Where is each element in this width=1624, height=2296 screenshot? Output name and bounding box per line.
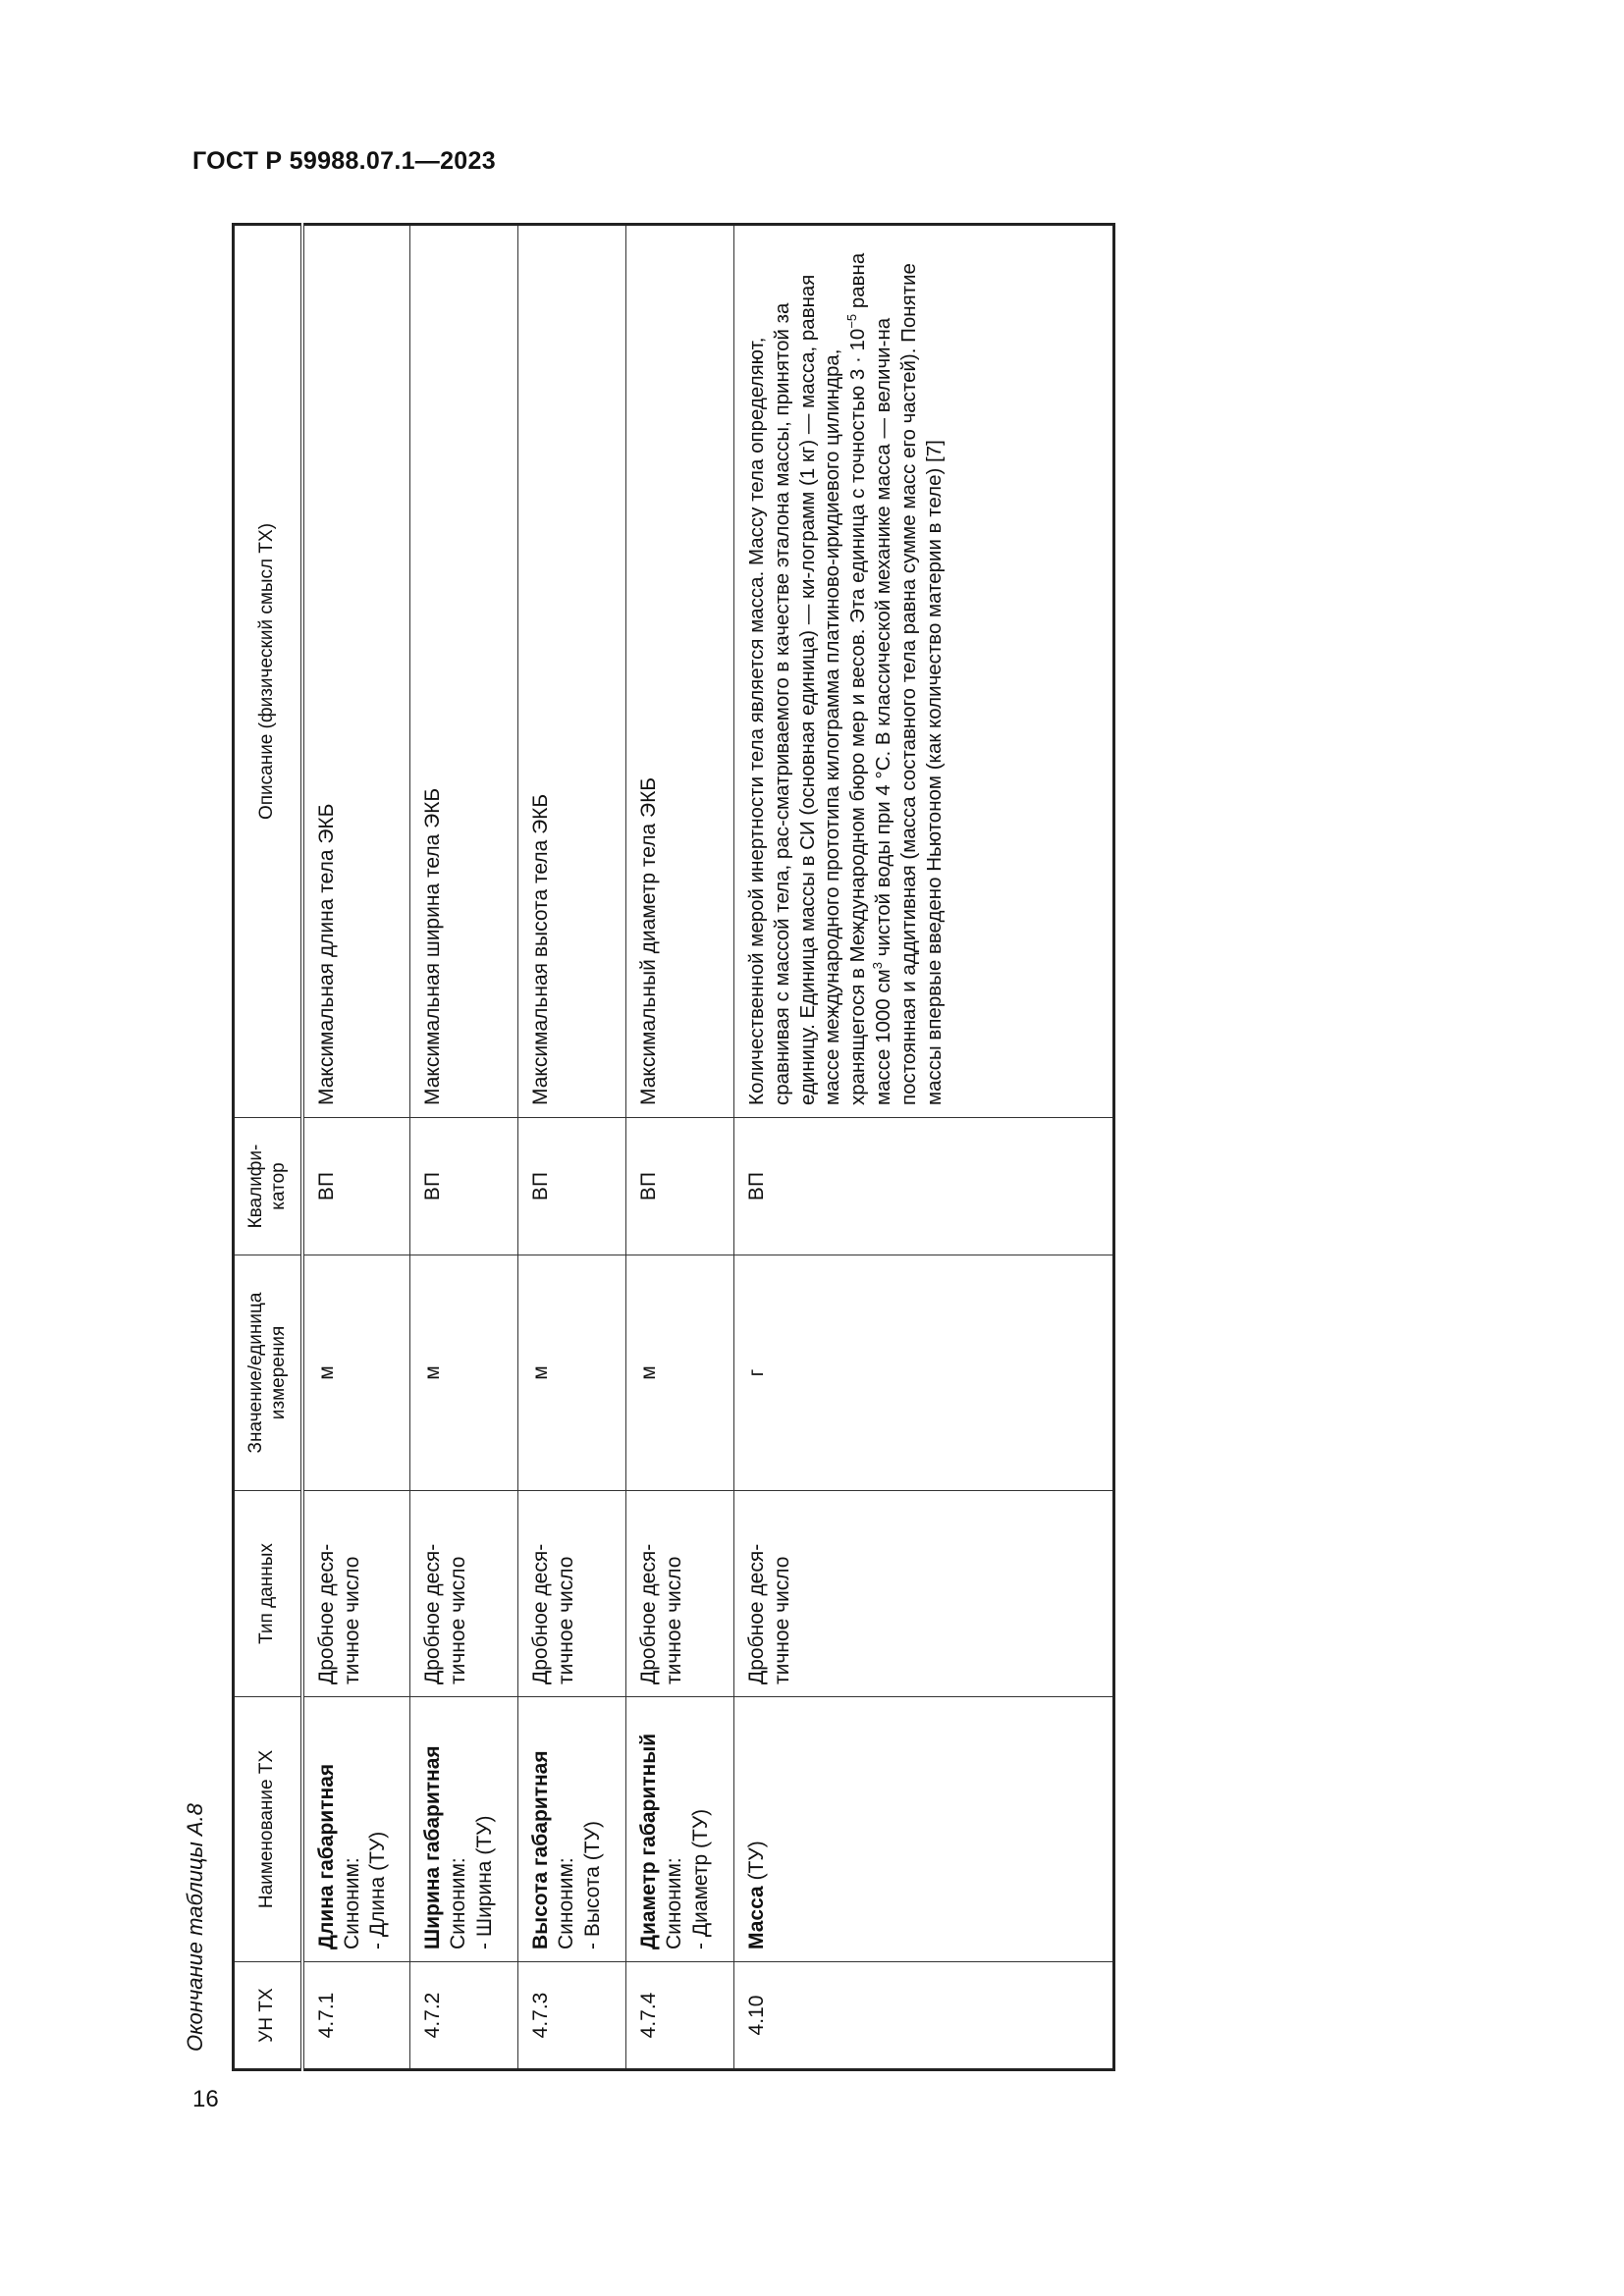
description-part-1: Количественной мерой инертности тела является масса. Массу тела определяют, сравнивая с массой тела, рас-сматриваемого в качестве эталона массы, принятой за единицу. Единица массы в СИ (основная единица) — ки-лограмм (1 кг) — масса, равная массе международного прототипа килограмма платиново-иридиевого цилиндра, хранящегося в Международном бюро мер и весов. Эта единица с точностью 3 · 10 — [745, 274, 870, 1105]
cell-un: 4.7.3 — [518, 1962, 626, 2070]
cell-description: Максимальная длина тела ЭКБ — [302, 225, 410, 1118]
table-row — [734, 225, 1114, 2070]
table-header-row — [234, 225, 302, 2070]
cell-qualifier: ВП — [518, 1118, 626, 1255]
description-part-2: равна массе 1000 см — [846, 252, 895, 1105]
col-header-description: Описание (физический смысл ТХ) — [234, 225, 302, 1118]
cell-description — [734, 225, 1114, 1118]
cell-description: Максимальная ширина тела ЭКБ — [410, 225, 518, 1118]
name-synonym-value: - Ширина (ТУ) — [472, 1815, 496, 1949]
table-row — [302, 225, 410, 2070]
cell-un: 4.7.2 — [410, 1962, 518, 2070]
document-header: ГОСТ Р 59988.07.1—2023 — [192, 147, 496, 175]
col-header-un: УН ТХ — [234, 1962, 302, 2070]
name-synonym-label: Синоним: — [663, 1857, 686, 1949]
cell-qualifier: ВП — [302, 1118, 410, 1255]
name-synonym-label: Синоним: — [555, 1857, 578, 1949]
cell-qualifier: ВП — [734, 1118, 1114, 1255]
cell-un: 4.7.4 — [626, 1962, 734, 2070]
cell-type: Дробное деся-тичное число — [302, 1491, 410, 1697]
cell-unit: м — [518, 1255, 626, 1491]
cell-type: Дробное деся-тичное число — [518, 1491, 626, 1697]
name-synonym-value: - Высота (ТУ) — [580, 1821, 604, 1949]
cell-qualifier: ВП — [626, 1118, 734, 1255]
col-header-name: Наименование ТХ — [234, 1697, 302, 1962]
description-part-3: чистой воды при 4 °С. В классической механике масса — величи-на постоянная и аддитивная (масса составного тела равна сумме масс его частей). Понятие массы впервые введено Ньютоном (как количество материи в теле) [7] — [872, 263, 946, 1105]
cell-type: Дробное деся-тичное число — [626, 1491, 734, 1697]
name-main: Длина габаритная — [314, 1763, 338, 1949]
cell-un: 4.10 — [734, 1962, 1114, 2070]
cell-name — [626, 1697, 734, 1962]
name-main: Ширина габаритная — [421, 1745, 444, 1949]
table-caption: Окончание таблицы А.8 — [183, 1803, 207, 2052]
cell-qualifier: ВП — [410, 1118, 518, 1255]
table-row — [626, 225, 734, 2070]
cell-type: Дробное деся-тичное число — [734, 1491, 1114, 1697]
cell-name — [518, 1697, 626, 1962]
name-synonym-value: - Диаметр (ТУ) — [688, 1808, 712, 1949]
rotated-table-wrapper — [232, 226, 1115, 2071]
cell-name — [734, 1697, 1114, 1962]
name-synonym-value: - Длина (ТУ) — [366, 1831, 389, 1949]
name-suffix: (ТУ) — [745, 1841, 768, 1887]
name-main: Масса — [745, 1886, 768, 1949]
cell-unit: м — [626, 1255, 734, 1491]
col-header-qualifier: Квалифи-катор — [234, 1118, 302, 1255]
characteristics-table — [232, 223, 1115, 2071]
cell-un: 4.7.1 — [302, 1962, 410, 2070]
description-exponent-2: 3 — [870, 962, 886, 970]
table-row — [518, 225, 626, 2070]
name-main: Диаметр габаритный — [637, 1733, 660, 1949]
page-number: 16 — [192, 2086, 219, 2112]
cell-unit: г — [734, 1255, 1114, 1491]
cell-type: Дробное деся-тичное число — [410, 1491, 518, 1697]
cell-name — [410, 1697, 518, 1962]
col-header-unit: Значение/единица измерения — [234, 1255, 302, 1491]
table-row — [410, 225, 518, 2070]
name-synonym-label: Синоним: — [447, 1857, 470, 1949]
cell-unit: м — [302, 1255, 410, 1491]
col-header-type: Тип данных — [234, 1491, 302, 1697]
cell-description: Максимальная высота тела ЭКБ — [518, 225, 626, 1118]
cell-name — [302, 1697, 410, 1962]
name-synonym-label: Синоним: — [340, 1857, 363, 1949]
name-main: Высота габаритная — [529, 1750, 552, 1949]
description-exponent-1: −5 — [844, 313, 860, 329]
cell-unit: м — [410, 1255, 518, 1491]
cell-description: Максимальный диаметр тела ЭКБ — [626, 225, 734, 1118]
